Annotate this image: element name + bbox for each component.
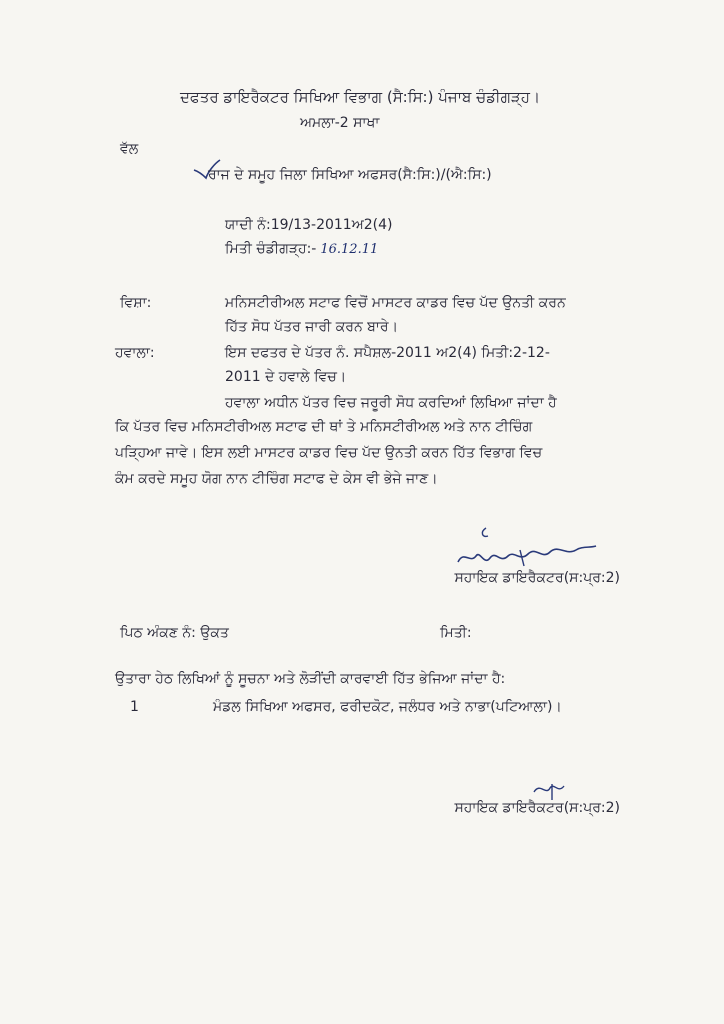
subject-line-2: ਹਿੱਤ ਸੋਧ ਪੱਤਰ ਜਾਰੀ ਕਰਨ ਬਾਰੇ। — [225, 319, 399, 335]
reference-line-2: 2011 ਦੇ ਹਵਾਲੇ ਵਿਚ। — [225, 369, 347, 385]
memo-number-prefix: ਯਾਦੀ ਨੰ: — [225, 217, 271, 233]
signature-2-title: ਸਹਾਇਕ ਡਾਇਰੈਕਟਰ(ਸ:ਪ੍ਰ:2) — [454, 800, 620, 816]
recipient-text: ਰਾਜ ਦੇ ਸਮੂਹ ਜਿਲਾ ਸਿਖਿਆ ਅਫਸਰ(ਸੈ:ਸਿ:)/(ਐ:ਸਿ:) — [208, 167, 492, 183]
branch-heading: ਅਮਲਾ-2 ਸਾਖਾ — [300, 115, 380, 131]
reference-line-1: ਇਸ ਦਫਤਰ ਦੇ ਪੱਤਰ ਨੰ. ਸਪੈਸ਼ਲ-2011 ਅ2(4) ਮਿਤੀ:2-12- — [225, 345, 550, 361]
to-label: ਵੱਲ — [120, 141, 139, 157]
endorsement-item-text: ਮੰਡਲ ਸਿਖਿਆ ਅਫਸਰ, ਫਰੀਦਕੋਟ, ਜਲੰਧਰ ਅਤੇ ਨਾਭਾ(ਪਟਿਆਲਾ)। — [213, 699, 562, 715]
memo-date-value: 16.12.11 — [320, 242, 379, 257]
memo-date-label — [225, 240, 378, 259]
endorsement-intro: ਉਤਾਰਾ ਹੇਠ ਲਿਖਿਆਂ ਨੂੰ ਸੂਚਨਾ ਅਤੇ ਲੋੜੀਂਦੀ ਕਾਰਵਾਈ ਹਿੱਤ ਭੇਜਿਆ ਜਾਂਦਾ ਹੈ: — [115, 671, 506, 687]
subject-label: ਵਿਸ਼ਾ: — [120, 295, 152, 311]
body-line-2: ਕਿ ਪੱਤਰ ਵਿਚ ਮਨਿਸਟੀਰੀਅਲ ਸਟਾਫ ਦੀ ਥਾਂ ਤੇ ਮਨਿਸਟੀਰੀਅਲ ਅਤੇ ਨਾਨ ਟੀਚਿੰਗ — [115, 419, 533, 435]
body-line-1: ਹਵਾਲਾ ਅਧੀਨ ਪੱਤਰ ਵਿਚ ਜਰੂਰੀ ਸੋਧ ਕਰਦਿਆਂ ਲਿਖਿਆ ਜਾਂਦਾ ਹੈ — [225, 395, 557, 411]
reference-label: ਹਵਾਲਾ: — [115, 345, 155, 361]
endorsement-number: ਪਿਠ ਅੰਕਣ ਨੰ: ਉਕਤ — [120, 625, 229, 641]
memo-number-label — [225, 216, 393, 234]
endorsement-item-number: 1 — [130, 699, 139, 715]
body-line-3: ਪੜ੍ਹਿਆ ਜਾਵੇ। ਇਸ ਲਈ ਮਾਸਟਰ ਕਾਡਰ ਵਿਚ ਪੱਦ ਉਨਤੀ ਕਰਨ ਹਿੱਤ ਵਿਭਾਗ ਵਿਚ — [115, 445, 543, 461]
office-heading: ਦਫਤਰ ਡਾਇਰੈਕਟਰ ਸਿਖਿਆ ਵਿਭਾਗ (ਸੈ:ਸਿ:) ਪੰਜਾਬ ਚੰਡੀਗੜ੍ਹ। — [180, 88, 541, 106]
body-line-4: ਕੰਮ ਕਰਦੇ ਸਮੂਹ ਯੋਗ ਨਾਨ ਟੀਚਿੰਗ ਸਟਾਫ ਦੇ ਕੇਸ ਵੀ ਭੇਜੇ ਜਾਣ। — [115, 471, 438, 487]
signature-1-title: ਸਹਾਇਕ ਡਾਇਰੈਕਟਰ(ਸ:ਪ੍ਰ:2) — [454, 570, 620, 586]
subject-line-1: ਮਨਿਸਟੀਰੀਅਲ ਸਟਾਫ ਵਿਚੋਂ ਮਾਸਟਰ ਕਾਡਰ ਵਿਚ ਪੱਦ ਉਨਤੀ ਕਰਨ — [225, 295, 566, 311]
memo-date-prefix: ਮਿਤੀ ਚੰਡੀਗੜ੍ਹ:- — [225, 241, 317, 257]
endorsement-date: ਮਿਤੀ: — [440, 625, 472, 641]
memo-number-value: 19/13-2011ਅ2(4) — [270, 217, 393, 233]
